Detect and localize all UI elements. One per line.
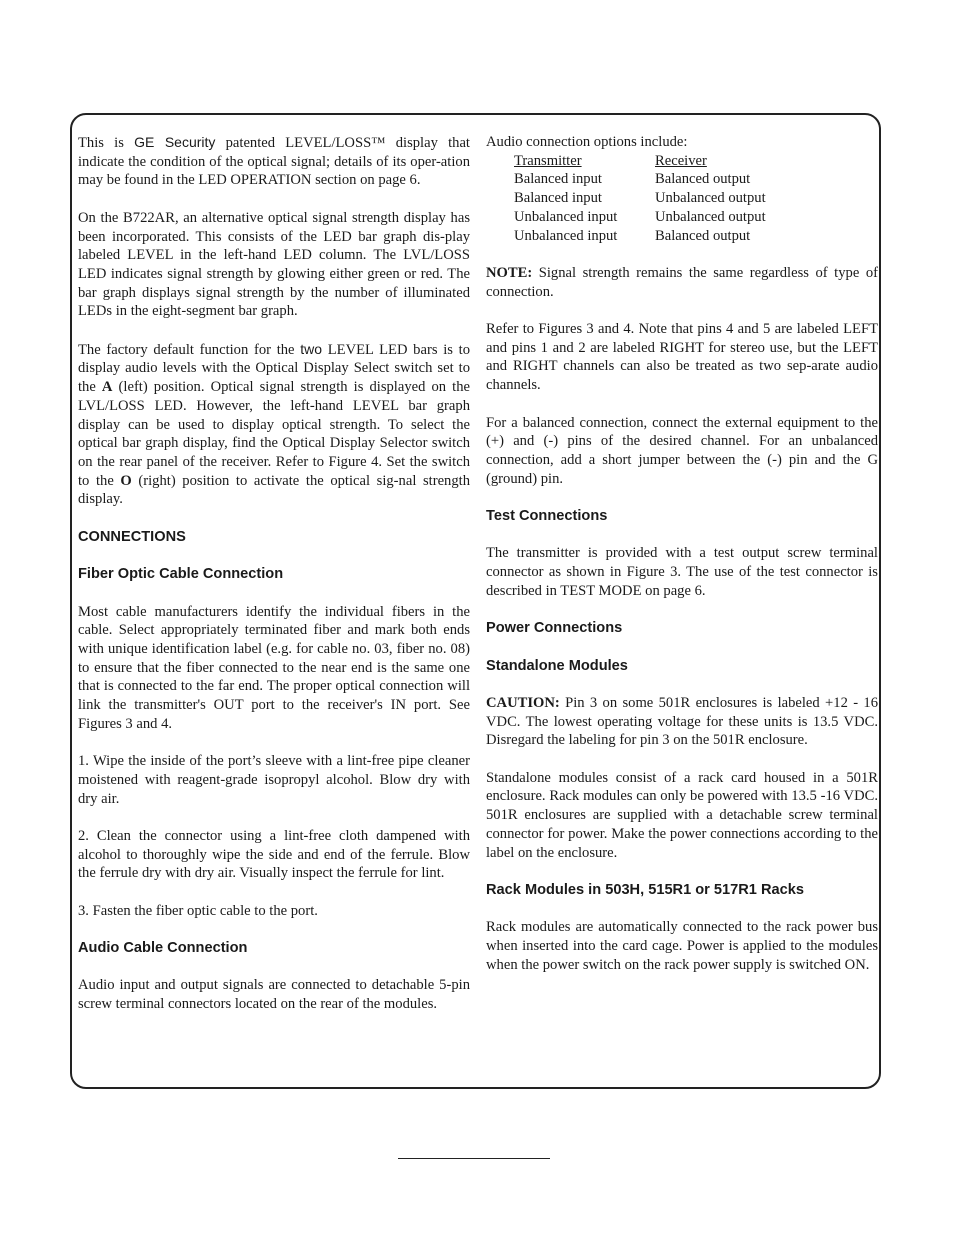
left-column bbox=[78, 133, 470, 1033]
note-label: NOTE: bbox=[486, 264, 533, 281]
transmitter-cell: Balanced input bbox=[514, 190, 602, 207]
test-paragraph: The transmitter is provided with a test output screw terminal connector as shown in Figure 3. The use of the test connector is described in TEST MODE on page 6. bbox=[486, 545, 878, 599]
caution-paragraph bbox=[486, 694, 878, 750]
audio-options-table bbox=[486, 133, 878, 245]
intro-paragraph-3 bbox=[78, 340, 470, 509]
audio-cable-heading: Audio Cable Connection bbox=[78, 940, 248, 957]
note-paragraph bbox=[486, 264, 878, 301]
test-connections-heading: Test Connections bbox=[486, 508, 608, 524]
intro-paragraph-2: On the B722AR, an alternative optical signal strength display has been incorporated. This consists of the LED bar graph dis-play labeled LEVEL in the left-hand LED column. The LVL/LOSS LED indicates signal strength by glowing either green or red. The bar graph displays signal strength by the number of illuminated LEDs in the eight-segment bar graph. bbox=[78, 209, 470, 320]
options-intro: Audio connection options include: bbox=[486, 134, 688, 150]
transmitter-cell: Balanced input bbox=[514, 171, 602, 188]
right-column bbox=[486, 133, 878, 993]
receiver-cell: Unbalanced output bbox=[655, 208, 766, 225]
step-3: 3. Fasten the fiber optic cable to the port. bbox=[78, 902, 318, 919]
position-a-label: A bbox=[101, 379, 113, 396]
text-run-two: two bbox=[300, 340, 323, 357]
options-row bbox=[486, 208, 878, 227]
text-run: The factory default function for the bbox=[78, 341, 301, 358]
options-row bbox=[486, 189, 878, 208]
receiver-cell: Unbalanced output bbox=[655, 190, 766, 207]
balanced-paragraph: For a balanced connection, connect the external equipment to the (+) and (-) pins of the desired channel. For an unbalanced connection, add a short jumper between the (-) pin and the G (ground) pin. bbox=[486, 414, 878, 487]
caution-text: Pin 3 on some 501R enclosures is labeled +12 - 16 VDC. The lowest operating voltage for these units is 13.5 VDC. Disregard the labeling for pin 3 on the 501R enclosure. bbox=[486, 694, 878, 749]
intro-paragraph-1 bbox=[78, 133, 470, 190]
options-row bbox=[486, 227, 878, 246]
caution-label: CAUTION: bbox=[486, 694, 560, 711]
receiver-cell: Balanced output bbox=[655, 227, 751, 244]
step-2: 2. Clean the connector using a lint-free cloth dampened with alcohol to thoroughly wipe the side and end of the ferrule. Blow the ferrule dry with dry air. Visually inspect the ferrule for lint. bbox=[78, 827, 470, 882]
power-connections-heading: Power Connections bbox=[486, 620, 623, 637]
intro-text: This is bbox=[78, 135, 135, 151]
receiver-cell: Balanced output bbox=[655, 171, 751, 188]
options-header-row bbox=[486, 152, 878, 171]
text-run: (right) position to activate the optical sig-nal strength display. bbox=[78, 472, 471, 508]
standalone-paragraph: Standalone modules consist of a rack card housed in a 501R enclosure. Rack modules can only be powered with 13.5 -16 VDC. 501R enclosures are supplied with a detachable screw terminal connector for power. Make the power connections according to the label on the enclosure. bbox=[486, 769, 878, 861]
brand-name: GE Security bbox=[134, 134, 216, 150]
transmitter-header: Transmitter bbox=[514, 152, 582, 169]
text-run: (left) position. Optical signal strength is displayed on the LVL/LOSS LED. However, the left-hand LEVEL bar graph display can be used to display optical strength. To select the optical bar graph display, find the Optical Display Selector switch on the rear panel of the receiver. Refer to Figure 4. Set the switch to the bbox=[78, 379, 470, 489]
position-o-label: O bbox=[120, 472, 132, 489]
audio-paragraph: Audio input and output signals are connected to detachable 5-pin screw terminal connectors located on the rear of the modules. bbox=[78, 977, 470, 1013]
note-text: Signal strength remains the same regardless of type of connection. bbox=[486, 264, 878, 300]
rack-paragraph: Rack modules are automatically connected to the rack power bus when inserted into the card cage. Power is applied to the modules when the power switch on the rack power supply is switched ON. bbox=[486, 919, 878, 973]
connections-heading: CONNECTIONS bbox=[78, 528, 186, 545]
intro-text-cont: patented LEVEL/LOSS™ display that indicate the condition of the optical signal; details of its oper-ation may be found in the LED OPERATION section on page 6. bbox=[78, 135, 470, 189]
text-run: LEVEL LED bars is to display audio levels with the Optical Display Select switch set to the bbox=[78, 341, 470, 396]
fiber-optic-heading: Fiber Optic Cable Connection bbox=[78, 566, 284, 583]
options-row bbox=[486, 170, 878, 189]
standalone-modules-heading: Standalone Modules bbox=[486, 657, 628, 674]
step-1: 1. Wipe the inside of the port’s sleeve with a lint-free pipe cleaner moistened with reagent-grade isopropyl alcohol. Blow dry with dry air. bbox=[78, 753, 470, 807]
transmitter-cell: Unbalanced input bbox=[514, 227, 618, 244]
receiver-header: Receiver bbox=[655, 152, 707, 169]
transmitter-cell: Unbalanced input bbox=[514, 208, 618, 225]
refer-paragraph: Refer to Figures 3 and 4. Note that pins 4 and 5 are labeled LEFT and pins 1 and 2 are labeled RIGHT for stereo use, but the LEFT and RIGHT channels can also be treated as two sep-arate audio channels. bbox=[486, 321, 878, 394]
fiber-paragraph: Most cable manufacturers identify the individual fibers in the cable. Select appropriately terminated fiber and mark both ends with unique identification label (e.g. for cable no. 03, fiber no. 08) to ensure that the fiber connected to the near end is the same one that is connected to the far end. The proper optical connection will link the transmitter's OUT port to the receiver's IN port. See Figures 3 and 4. bbox=[78, 603, 470, 732]
footer-divider bbox=[398, 1158, 550, 1159]
rack-modules-heading: Rack Modules in 503H, 515R1 or 517R1 Racks bbox=[486, 881, 804, 898]
